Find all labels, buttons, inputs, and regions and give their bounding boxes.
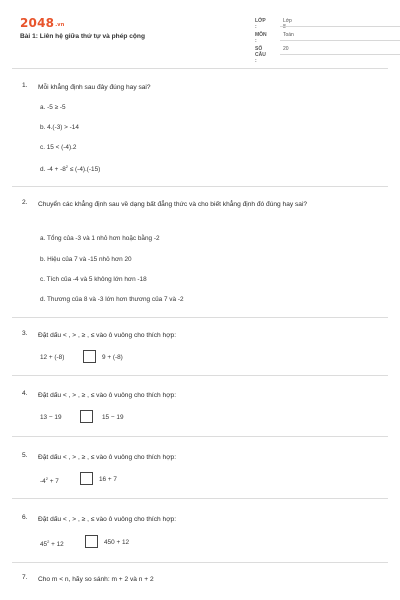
subject-label: MÔN : bbox=[255, 32, 267, 44]
option-2c[interactable]: c. Tích của -4 và 5 không lớn hơn -18 bbox=[40, 276, 147, 283]
answer-box-4[interactable] bbox=[80, 410, 93, 423]
question-number: 3. bbox=[22, 330, 28, 337]
logo-text: 2048 bbox=[20, 16, 55, 30]
question-text: Cho m < n, hãy so sánh: m + 2 và n + 2 bbox=[38, 576, 154, 583]
compare-right-3: 9 + (-8) bbox=[102, 354, 123, 361]
option-2d[interactable]: d. Thương của 8 và -3 lớn hơn thương của 7 và -2 bbox=[40, 296, 184, 303]
compare-left-6 bbox=[40, 539, 64, 548]
compare-left-4: 13 − 19 bbox=[40, 414, 62, 421]
class-label: LỚP : bbox=[255, 18, 266, 30]
worksheet-header bbox=[0, 0, 400, 62]
compare-right-6: 450 + 12 bbox=[104, 539, 130, 546]
option-2a[interactable]: a. Tổng của -3 và 1 nhỏ hơn hoặc bằng -2 bbox=[40, 235, 160, 242]
question-number: 1. bbox=[22, 82, 28, 89]
divider bbox=[12, 186, 388, 187]
subject-underline bbox=[280, 40, 400, 41]
count-label: SỐ CÂU : bbox=[255, 46, 266, 64]
divider bbox=[12, 436, 388, 437]
compare-right-4: 15 − 19 bbox=[102, 414, 124, 421]
divider bbox=[12, 498, 388, 499]
option-1d[interactable] bbox=[40, 164, 100, 173]
question-text: Chuyển các khẳng định sau về dạng bất đẳng thức và cho biết khẳng định đó đúng hay sai? bbox=[38, 201, 308, 208]
question-text: Đặt dấu < , > , ≥ , ≤ vào ô vuông cho thích hợp: bbox=[38, 454, 177, 461]
divider bbox=[12, 317, 388, 318]
answer-box-5[interactable] bbox=[80, 472, 93, 485]
compare-left-6-base: 45 bbox=[40, 541, 48, 548]
compare-left-5-base: -4 bbox=[40, 478, 46, 485]
subject-value: Toán bbox=[283, 32, 294, 38]
answer-box-3[interactable] bbox=[83, 350, 96, 363]
question-text: Đặt dấu < , > , ≥ , ≤ vào ô vuông cho thích hợp: bbox=[38, 392, 177, 399]
site-logo[interactable] bbox=[20, 16, 65, 30]
option-1d-exponent: 2 bbox=[65, 164, 68, 169]
option-1d-suffix: ≤ (-4).(-15) bbox=[68, 166, 101, 173]
question-number: 4. bbox=[22, 390, 28, 397]
compare-left-6-exponent: 2 bbox=[47, 539, 50, 544]
question-number: 6. bbox=[22, 514, 28, 521]
question-number: 2. bbox=[22, 199, 28, 206]
divider bbox=[12, 562, 388, 563]
compare-left-5-exponent: 2 bbox=[45, 476, 48, 481]
divider bbox=[12, 375, 388, 376]
question-text: Đặt dấu < , > , ≥ , ≤ vào ô vuông cho thích hợp: bbox=[38, 516, 177, 523]
question-text: Mỗi khẳng định sau đây đúng hay sai? bbox=[38, 84, 151, 91]
compare-left-5-tail: + 7 bbox=[47, 478, 59, 485]
compare-right-5: 16 + 7 bbox=[99, 476, 117, 483]
logo-suffix: .vn bbox=[55, 22, 65, 28]
count-value: 20 bbox=[283, 46, 289, 52]
class-value: Lớp 8 bbox=[283, 18, 292, 30]
option-2b[interactable]: b. Hiệu của 7 và -15 nhỏ hơn 20 bbox=[40, 256, 132, 263]
class-underline bbox=[280, 26, 400, 27]
option-1a[interactable]: a. -5 ≥ -5 bbox=[40, 104, 66, 111]
option-1d-prefix: d. -4 + -8 bbox=[40, 166, 66, 173]
lesson-title: Bài 1: Liên hệ giữa thứ tự và phép cộng bbox=[20, 33, 145, 40]
question-text: Đặt dấu < , > , ≥ , ≤ vào ô vuông cho thích hợp: bbox=[38, 332, 177, 339]
compare-left-6-tail: + 12 bbox=[49, 541, 64, 548]
question-number: 7. bbox=[22, 574, 28, 581]
answer-box-6[interactable] bbox=[85, 535, 98, 548]
compare-left-5 bbox=[40, 476, 59, 485]
question-number: 5. bbox=[22, 452, 28, 459]
option-1c[interactable]: c. 15 < (-4).2 bbox=[40, 144, 77, 151]
option-1b[interactable]: b. 4.(-3) > -14 bbox=[40, 124, 79, 131]
compare-left-3: 12 + (-8) bbox=[40, 354, 65, 361]
divider bbox=[12, 68, 388, 69]
count-underline bbox=[280, 54, 400, 55]
